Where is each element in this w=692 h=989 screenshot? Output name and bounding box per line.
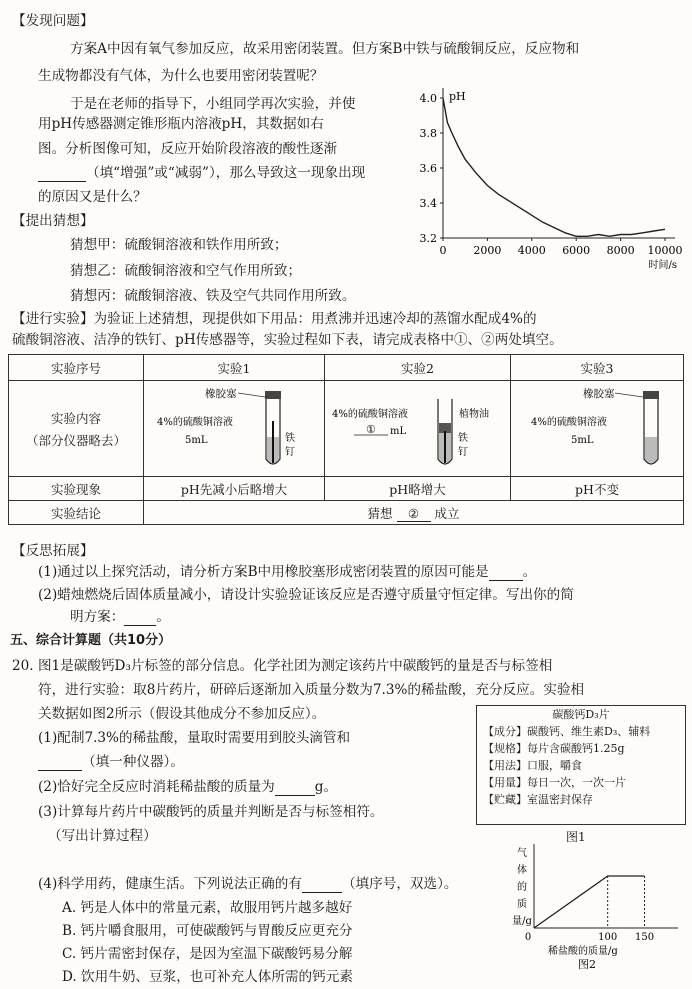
exp1-solution-label: 4%的硫酸铜溶液	[157, 417, 233, 428]
r2b: 明方案：	[70, 609, 125, 625]
content-label-1: 实验内容	[51, 410, 102, 426]
concl-blank: ②	[397, 506, 431, 522]
exp1-tube-svg	[145, 381, 323, 473]
x-axis-label: 时间/s	[648, 260, 677, 271]
exp2-nail-label-1: 铁	[458, 433, 468, 444]
exp2-unit: mL	[390, 426, 407, 437]
exp1-diagram	[144, 381, 325, 477]
concl-cell	[144, 501, 684, 525]
q2-line	[38, 778, 337, 796]
q1a: (1)配制7.3%的稀盐酸，量取时需要用到胶头滴管和	[38, 730, 351, 746]
hypo-1: 猜想甲：硫酸铜溶液和铁作用所致；	[70, 237, 288, 253]
label-row-5: 【贮藏】室温密封保存	[483, 793, 593, 806]
exp3-tube-svg	[511, 381, 683, 473]
r1: (1)通过以上探究活动，请分析方案B中用橡胶塞形成密闭装置的原因可能是	[38, 564, 489, 580]
y-tick-label: 3.6	[419, 162, 437, 175]
exp-a: 【进行实验】为验证上述猜想，现提供如下用品：用煮沸并迅速冷却的蒸馏水配成4%的	[12, 311, 537, 327]
th-seq: 实验序号	[9, 355, 144, 381]
p2d-line	[38, 164, 365, 182]
q4: (4)科学用药，健康生活。下列说法正确的有	[38, 876, 302, 892]
option-d: D. 饮用牛奶、豆浆，也可补充人体所需的钙元素	[62, 969, 353, 985]
x-tick-label: 0	[524, 932, 532, 943]
p2c: 图。分析图像可知，反应开始阶段溶液的酸性逐渐	[38, 141, 338, 157]
y-axis-label-part: 体	[517, 865, 527, 876]
section-5-title: 五、综合计算题（共10分）	[10, 633, 172, 648]
x-axis-label: 稀盐酸的质量/g	[548, 946, 618, 957]
p1b: 生成物都没有气体，为什么也要用密闭装置呢？	[38, 68, 324, 84]
gas-series-line	[534, 876, 645, 928]
label-row-2: 【规格】每片含碳酸钙1.25g	[483, 742, 625, 755]
ph-series-line	[443, 98, 665, 236]
label-row-1: 【成分】碳酸钙、维生素D₃、辅料	[483, 725, 651, 738]
hypo-2: 猜想乙：硫酸铜溶液和空气作用所致；	[70, 263, 302, 279]
q4-suffix: （填序号，双选）。	[341, 876, 458, 892]
content-label-2: （部分仪器略去）	[26, 432, 127, 448]
y-tick-label: 4.0	[419, 92, 437, 105]
exp2-nail-label-2: 钉	[458, 447, 468, 458]
exp3-volume-label: 5mL	[571, 435, 594, 446]
option-a: A. 钙是人体中的常量元素，故服用钙片越多越好	[62, 900, 353, 916]
q4-line	[38, 875, 458, 893]
exp-b: 硫酸铜溶液、洁净的铁钉、pH传感器等，实验过程如下表，请完成表格中①、②两处填空。	[12, 332, 563, 348]
hypo-title: 【提出猜想】	[12, 213, 94, 229]
y-tick-label: 3.4	[419, 197, 437, 210]
figure-2-caption: 图2	[578, 958, 596, 971]
q3b: （写出计算过程）	[48, 828, 157, 844]
label-row-4: 【用量】每日一次，一次一片	[483, 776, 626, 789]
label-row-3: 【用法】口服，嚼食	[483, 759, 582, 772]
gas-chart	[486, 842, 686, 982]
exp2-tube-svg	[326, 381, 509, 473]
reflect-title: 【反思拓展】	[12, 543, 94, 559]
figure-1-caption: 图1	[566, 830, 586, 844]
r2a: (2)蜡烛燃烧后固体质量减小，请设计实验验证该反应是否遵守质量守恒定律。写出你的简	[38, 587, 574, 603]
q3a: (3)计算每片药片中碳酸钙的质量并判断是否与标签相符。	[38, 804, 384, 820]
q1b: （填一种仪器）。	[82, 754, 184, 770]
y-axis-label-part: 气	[517, 848, 527, 859]
exp3-solution-label: 4%的硫酸铜溶液	[531, 417, 607, 428]
p2a: 于是在老师的指导下，小组同学再次实验，并使	[70, 96, 356, 112]
y-axis-label: pH	[449, 90, 466, 103]
phen-2: pH略增大	[325, 477, 511, 501]
discover-title: 【发现问题】	[12, 13, 94, 29]
th-exp2: 实验2	[325, 355, 511, 381]
y-axis-label-part: 量/g	[512, 916, 532, 927]
exp1-volume-label: 5mL	[185, 435, 208, 446]
exp1-nail-label-2: 钉	[285, 447, 296, 458]
y-axis-label-part: 的	[517, 882, 527, 893]
q1b-line	[38, 753, 184, 771]
q2-unit: g。	[314, 779, 338, 795]
x-tick-label: 10000	[647, 244, 683, 257]
y-tick-label: 3.2	[419, 232, 437, 245]
exp1-stopper-label: 橡胶塞	[205, 388, 237, 400]
ph-chart	[405, 80, 685, 295]
option-b: B. 钙片嚼食服用，可使碳酸钙与胃酸反应更充分	[62, 923, 353, 939]
exp1-nail-label-1: 铁	[285, 433, 296, 444]
phen-3: pH不变	[511, 477, 684, 501]
x-tick-label: 8000	[606, 244, 635, 257]
th-exp1: 实验1	[144, 355, 325, 381]
concl-pre: 猜想	[367, 505, 393, 521]
exp2-diagram	[325, 381, 511, 477]
th-exp3: 实验3	[511, 355, 684, 381]
concl-label: 实验结论	[9, 501, 144, 525]
p2b: 用pH传感器测定锥形瓶内溶液pH，其数据如右	[38, 116, 324, 132]
concl-post: 成立	[434, 505, 460, 521]
x-tick-label: 0	[439, 244, 447, 257]
exp3-diagram	[511, 381, 684, 477]
exp2-oil-label: 植物油	[459, 409, 489, 420]
label-title: 碳酸钙D₃片	[552, 708, 610, 721]
p1a: 方案A中因有氧气参加反应，故采用密闭装置。但方案B中铁与硫酸铜反应，反应物和	[70, 41, 580, 57]
exp3-stopper-label: 橡胶塞	[583, 388, 615, 400]
x-tick-label: 150	[634, 932, 655, 943]
r2b-line: 明方案： 。	[70, 609, 170, 625]
x-tick-label: 4000	[517, 244, 546, 257]
p2d: （填“增强”或“减弱”），那么导致这一现象出现	[86, 165, 366, 181]
y-tick-label: 3.8	[419, 127, 437, 140]
x-tick-label: 100	[598, 932, 618, 943]
phen-1: pH先减小后略增大	[144, 477, 325, 501]
content-label	[9, 381, 144, 477]
option-c: C. 钙片需密封保存，是因为室温下碳酸钙易分解	[62, 946, 353, 962]
q20b: 符，进行实验：取8片药片，研碎后逐渐加入质量分数为7.3%的稀盐酸，充分反应。实验相	[38, 682, 585, 698]
q2: (2)恰好完全反应时消耗稀盐酸的质量为	[38, 779, 275, 795]
hypo-3: 猜想丙：硫酸铜溶液、铁及空气共同作用所致。	[70, 288, 356, 304]
experiment-table	[8, 354, 684, 525]
medicine-label	[476, 705, 686, 825]
q20c: 关数据如图2所示（假设其他成分不参加反应）。	[38, 706, 326, 722]
exp1-stopper	[265, 391, 281, 399]
x-tick-label: 2000	[473, 244, 502, 257]
r1-line: (1)通过以上探究活动，请分析方案B中用橡胶塞形成密闭装置的原因可能是 。	[38, 564, 537, 580]
phen-label: 实验现象	[9, 477, 144, 501]
p2e: 的原因又是什么？	[38, 189, 147, 205]
y-axis-label-part: 质	[517, 899, 527, 910]
q20a: 20. 图1是碳酸钙D₃片标签的部分信息。化学社团为测定该药片中碳酸钙的量是否与标签相	[12, 658, 553, 674]
x-tick-label: 6000	[562, 244, 591, 257]
exp2-solution-label: 4%的硫酸铜溶液	[332, 409, 408, 420]
exp2-blank-mark: ①	[366, 423, 376, 436]
